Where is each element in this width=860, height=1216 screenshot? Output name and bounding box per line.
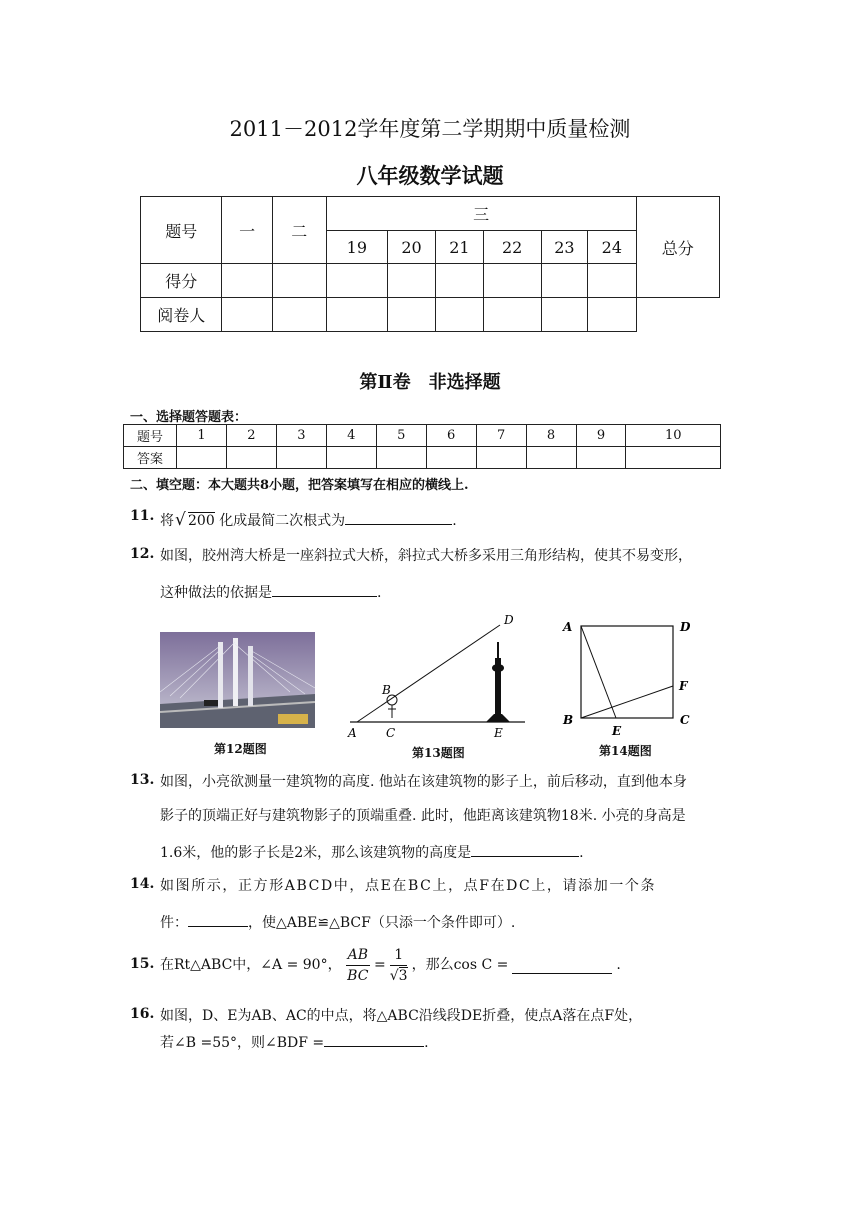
q11-number: 11. bbox=[130, 508, 155, 524]
q13-line3-text: 1.6米，他的影子长是2米，那么该建筑物的高度是 bbox=[160, 845, 472, 861]
answer-row-label: 答案 bbox=[124, 447, 177, 469]
answer-cell[interactable] bbox=[326, 447, 376, 469]
q16-line2 bbox=[160, 1030, 429, 1053]
answer-number: 7 bbox=[476, 425, 526, 447]
q15-end: . bbox=[616, 957, 621, 973]
fig14-label-a: A bbox=[563, 620, 573, 634]
score-cell bbox=[222, 264, 272, 298]
answer-cell[interactable] bbox=[526, 447, 576, 469]
q15-mid: ，那么cos C = bbox=[411, 957, 509, 973]
score-cell bbox=[272, 264, 326, 298]
fig14-diagram bbox=[560, 616, 705, 741]
score-cell bbox=[387, 298, 435, 332]
score-cell bbox=[483, 264, 541, 298]
answer-number: 8 bbox=[526, 425, 576, 447]
sqrt-icon: √ bbox=[175, 510, 186, 530]
q15-rhs-num: 1 bbox=[390, 945, 407, 966]
q11-radical bbox=[175, 510, 215, 530]
fig14-label-c: C bbox=[680, 713, 690, 727]
q16-answer-blank[interactable] bbox=[324, 1030, 424, 1047]
sqrt-icon: √ bbox=[389, 967, 399, 984]
fig14-label-e: E bbox=[612, 724, 622, 738]
q15-fraction-one-sqrt3 bbox=[390, 945, 408, 986]
q15-text bbox=[160, 942, 621, 988]
q14-line2-pre: 件： bbox=[160, 915, 188, 931]
q13-line3 bbox=[160, 840, 584, 863]
part2-heading: 二、填空题：本大题共8小题，把答案填写在相应的横线上. bbox=[130, 478, 469, 493]
section-title: 第Ⅱ卷 非选择题 bbox=[359, 372, 501, 393]
fig13-label-b: B bbox=[382, 683, 391, 697]
score-header-total: 总分 bbox=[636, 197, 720, 298]
q13-answer-blank[interactable] bbox=[471, 840, 579, 857]
exam-subtitle: 八年级数学试题 bbox=[356, 163, 504, 188]
q11-post: 化成最简二次根式为 bbox=[219, 513, 346, 529]
q12-end: . bbox=[377, 585, 382, 601]
q12-number: 12. bbox=[130, 546, 155, 562]
fig14-caption: 第14题图 bbox=[599, 744, 652, 758]
q14-line1: 如图所示，正方形ABCD中，点E在BC上，点F在DC上，请添加一个条 bbox=[160, 878, 657, 894]
q14-line2 bbox=[160, 910, 515, 933]
answer-cell[interactable] bbox=[177, 447, 227, 469]
score-row-label: 得分 bbox=[141, 264, 222, 298]
q15-eq: = bbox=[374, 957, 386, 973]
answer-cell[interactable] bbox=[226, 447, 276, 469]
answer-number: 4 bbox=[326, 425, 376, 447]
exam-title: 2011－2012学年度第二学期期中质量检测 bbox=[229, 117, 631, 141]
fig14-label-d: D bbox=[680, 620, 691, 634]
fig14-label-b: B bbox=[563, 713, 574, 727]
score-cell bbox=[588, 298, 636, 332]
q15-fraction-ab-bc bbox=[346, 945, 370, 986]
q15-rhs-radicand: 3 bbox=[398, 967, 408, 984]
q16-number: 16. bbox=[130, 1006, 155, 1022]
q11-answer-blank[interactable] bbox=[345, 508, 452, 525]
score-cell bbox=[436, 298, 483, 332]
score-cell bbox=[222, 298, 272, 332]
score-subcol: 19 bbox=[326, 231, 387, 264]
score-cell bbox=[541, 298, 587, 332]
q11-end: . bbox=[452, 513, 457, 529]
answer-cell[interactable] bbox=[576, 447, 626, 469]
fig13-label-e: E bbox=[494, 726, 503, 740]
answer-number: 3 bbox=[276, 425, 326, 447]
q12-answer-blank[interactable] bbox=[272, 580, 377, 597]
answer-cell[interactable] bbox=[426, 447, 476, 469]
tower-icon bbox=[486, 642, 510, 722]
fig13-label-c: C bbox=[386, 726, 396, 740]
fig13-caption: 第13题图 bbox=[412, 746, 465, 760]
answer-number: 10 bbox=[626, 425, 721, 447]
answer-cell[interactable] bbox=[626, 447, 721, 469]
fig14-label-f: F bbox=[679, 679, 688, 693]
answer-number: 6 bbox=[426, 425, 476, 447]
q13-number: 13. bbox=[130, 772, 155, 788]
q14-answer-blank[interactable] bbox=[188, 910, 248, 927]
q12-line1: 如图，胶州湾大桥是一座斜拉式大桥，斜拉式大桥多采用三角形结构，使其不易变形， bbox=[160, 548, 692, 564]
score-subcol: 24 bbox=[588, 231, 636, 264]
score-cell bbox=[326, 264, 387, 298]
score-subcol: 20 bbox=[387, 231, 435, 264]
answer-number: 5 bbox=[376, 425, 426, 447]
q12-line2-text: 这种做法的依据是 bbox=[160, 585, 272, 601]
q13-end: . bbox=[579, 845, 584, 861]
q13-line2: 影子的顶端正好与建筑物影子的顶端重叠. 此时，他距离该建筑物18米. 小亮的身高是 bbox=[160, 808, 686, 824]
answer-cell[interactable] bbox=[476, 447, 526, 469]
q14-line2-post: ，使△ABE≌△BCF（只添一个条件即可）. bbox=[248, 915, 516, 931]
fig12-caption: 第12题图 bbox=[214, 742, 267, 756]
segment-bf bbox=[581, 686, 673, 718]
answer-cell[interactable] bbox=[276, 447, 326, 469]
answer-cell[interactable] bbox=[376, 447, 426, 469]
score-cell bbox=[326, 298, 387, 332]
square-abcd bbox=[581, 626, 673, 718]
q16-end: . bbox=[424, 1035, 429, 1051]
answer-row-label: 题号 bbox=[124, 425, 177, 447]
q15-frac-num: AB bbox=[346, 945, 370, 966]
q15-pre: 在Rt△ABC中，∠A = 90°， bbox=[160, 957, 342, 973]
q16-line2-text: 若∠B =55°，则∠BDF = bbox=[160, 1035, 325, 1051]
part1-heading: 一、选择题答题表： bbox=[130, 410, 248, 425]
score-subcol: 22 bbox=[483, 231, 541, 264]
score-header-tihao: 题号 bbox=[141, 197, 222, 264]
score-cell bbox=[387, 264, 435, 298]
score-header-three: 三 bbox=[326, 197, 636, 231]
score-cell bbox=[541, 264, 587, 298]
fig13-diagram bbox=[340, 612, 535, 742]
score-row-label: 阅卷人 bbox=[141, 298, 222, 332]
score-subcol: 23 bbox=[541, 231, 587, 264]
answer-number: 9 bbox=[576, 425, 626, 447]
score-cell bbox=[436, 264, 483, 298]
q15-number: 15. bbox=[130, 956, 155, 972]
score-subcol: 21 bbox=[436, 231, 483, 264]
score-cell bbox=[272, 298, 326, 332]
q11-pre: 将 bbox=[160, 513, 174, 529]
q11-text bbox=[160, 508, 457, 531]
shadow-ray bbox=[357, 625, 500, 722]
segment-ae bbox=[581, 626, 616, 718]
fig13-label-a: A bbox=[348, 726, 357, 740]
answer-number: 2 bbox=[226, 425, 276, 447]
q15-frac-den: BC bbox=[347, 967, 369, 984]
q12-line2 bbox=[160, 580, 381, 603]
score-cell bbox=[588, 264, 636, 298]
q11-radicand: 200 bbox=[188, 513, 215, 529]
answer-table bbox=[123, 424, 721, 469]
bridge-photo bbox=[160, 632, 315, 728]
fig13-label-d: D bbox=[504, 613, 514, 627]
score-cell bbox=[483, 298, 541, 332]
answer-number: 1 bbox=[177, 425, 227, 447]
score-header-two: 二 bbox=[272, 197, 326, 264]
q15-answer-blank[interactable] bbox=[512, 957, 612, 974]
q16-line1: 如图，D、E为AB、AC的中点，将△ABC沿线段DE折叠，使点A落在点F处， bbox=[160, 1008, 643, 1024]
q14-number: 14. bbox=[130, 876, 155, 892]
score-header-one: 一 bbox=[222, 197, 272, 264]
q15-rhs-den bbox=[390, 966, 408, 986]
score-table bbox=[140, 196, 720, 332]
q13-line1: 如图，小亮欲测量一建筑物的高度. 他站在该建筑物的影子上，前后移动，直到他本身 bbox=[160, 774, 687, 790]
